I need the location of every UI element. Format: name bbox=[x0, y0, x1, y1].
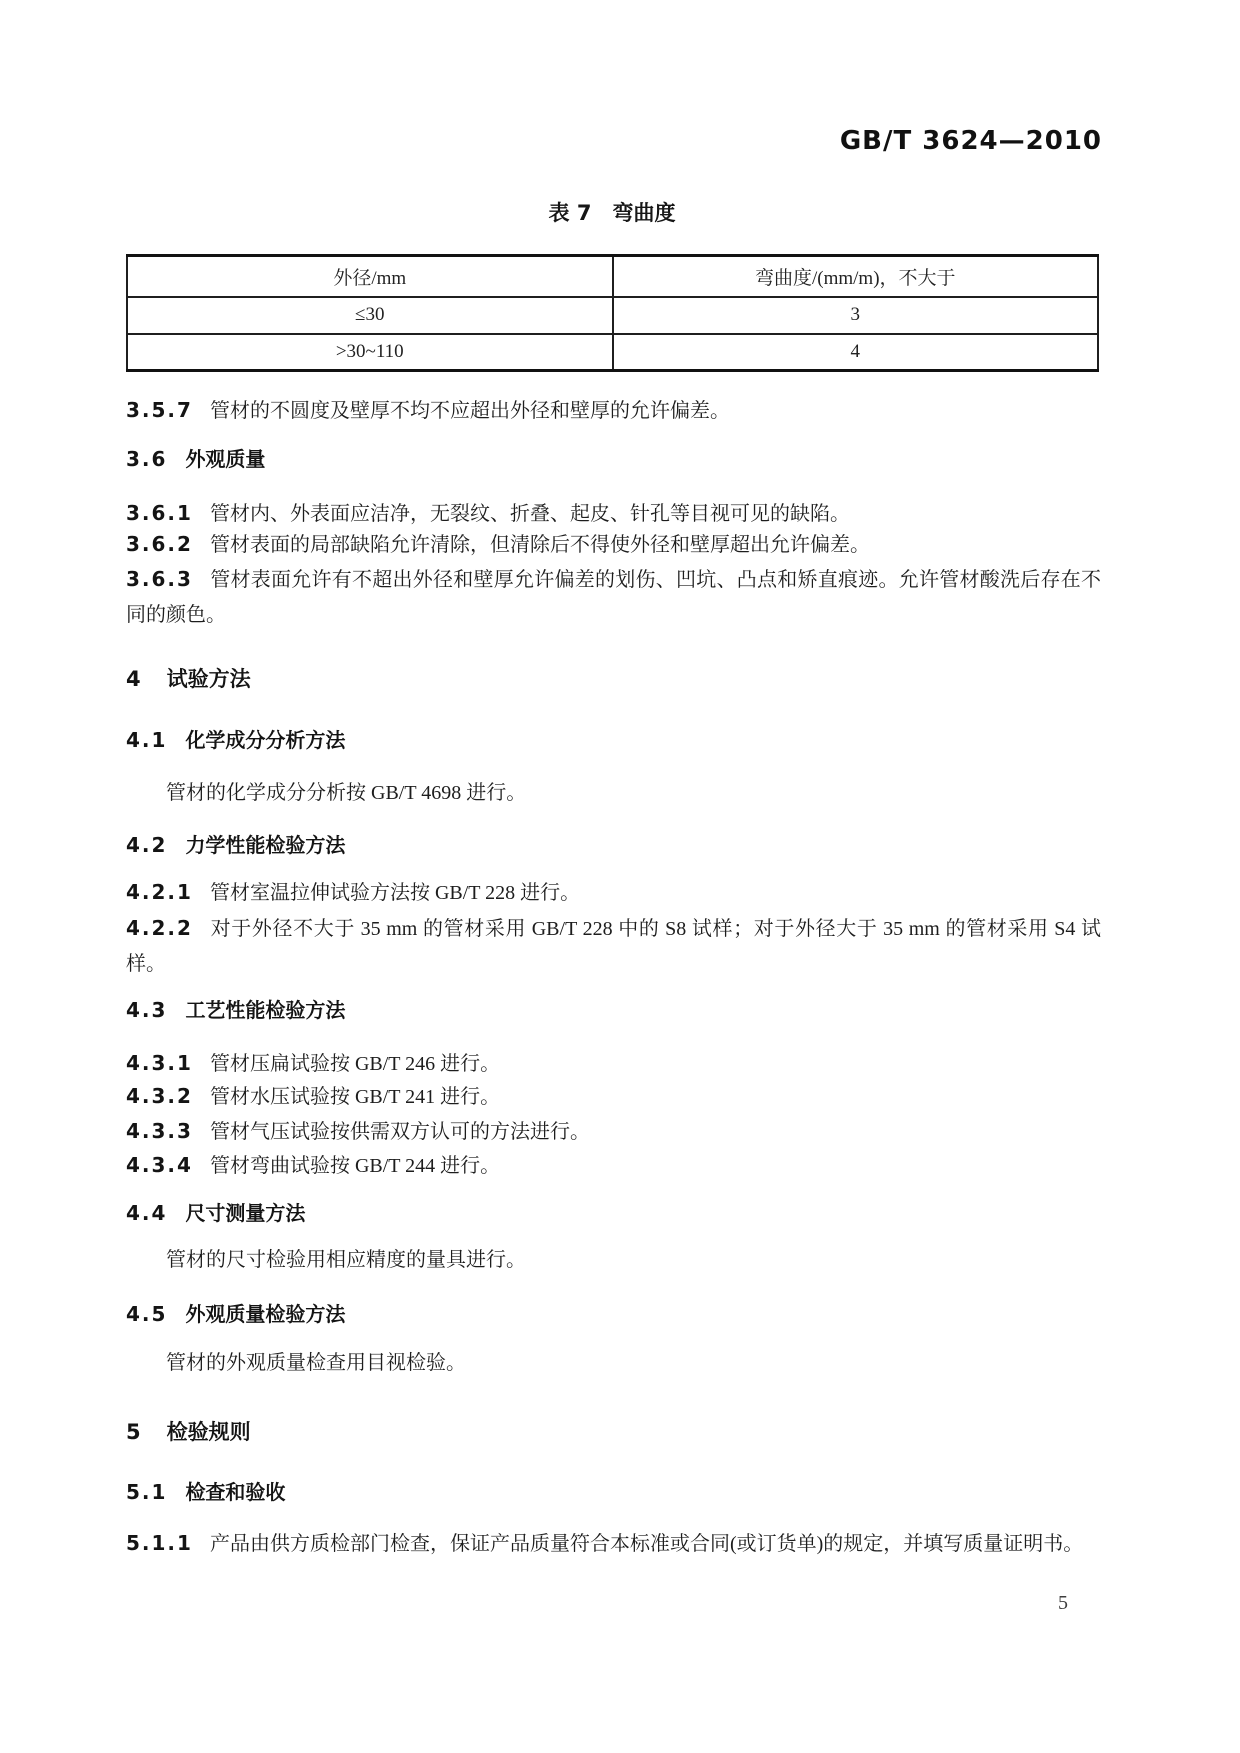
clause-number: 3.6.2 bbox=[126, 532, 193, 556]
clause-3-6-2 bbox=[126, 527, 1101, 563]
paragraph-dimension-measure bbox=[126, 1243, 1101, 1278]
clause-number: 4.2.1 bbox=[126, 880, 193, 904]
clause-text: 管材表面允许有不超出外径和壁厚允许偏差的划伤、凹坑、凸点和矫直痕迹。允许管材酸洗后存在不同的颜色。 bbox=[126, 569, 1101, 626]
clause-number: 4.3.2 bbox=[126, 1084, 193, 1108]
cell-diameter-range: >30~110 bbox=[127, 334, 613, 371]
clause-text: 管材气压试验按供需双方认可的方法进行。 bbox=[209, 1121, 590, 1143]
heading-text: 工艺性能检验方法 bbox=[185, 998, 346, 1022]
standard-number: GB/T 3624—2010 bbox=[839, 126, 1102, 156]
clause-text: 产品由供方质检部门检查，保证产品质量符合本标准或合同(或订货单)的规定，并填写质量证明书。 bbox=[209, 1533, 1084, 1555]
table-row bbox=[127, 334, 1098, 371]
heading-text: 化学成分分析方法 bbox=[185, 728, 346, 752]
heading-number: 4.2 bbox=[126, 833, 168, 857]
clause-4-3-3 bbox=[126, 1114, 1101, 1150]
chapter-number: 5 bbox=[126, 1420, 143, 1444]
clause-4-3-2 bbox=[126, 1079, 1101, 1115]
clause-number: 4.3.1 bbox=[126, 1051, 193, 1075]
table-title: 表 7 弯曲度 bbox=[548, 201, 676, 225]
table-row bbox=[127, 297, 1098, 334]
chapter-number: 4 bbox=[126, 667, 143, 691]
heading-text: 尺寸测量方法 bbox=[185, 1201, 306, 1225]
heading-number: 4.1 bbox=[126, 728, 168, 752]
clause-4-2-2 bbox=[126, 911, 1101, 982]
heading-4-4 bbox=[126, 1196, 1101, 1231]
heading-4-2 bbox=[126, 828, 1101, 863]
heading-4-5 bbox=[126, 1297, 1101, 1332]
heading-text: 检查和验收 bbox=[185, 1480, 286, 1504]
heading-5-1 bbox=[126, 1475, 1101, 1510]
chapter-4 bbox=[126, 662, 1101, 697]
chapter-text: 试验方法 bbox=[166, 667, 251, 691]
clause-number: 4.2.2 bbox=[126, 916, 193, 940]
clause-number: 3.6.1 bbox=[126, 501, 193, 525]
clause-4-2-1 bbox=[126, 875, 1101, 911]
heading-text: 力学性能检验方法 bbox=[185, 833, 346, 857]
clause-text: 管材内、外表面应洁净，无裂纹、折叠、起皮、针孔等目视可见的缺陷。 bbox=[209, 503, 850, 525]
page-number: 5 bbox=[1058, 1592, 1068, 1614]
clause-4-3-1 bbox=[126, 1046, 1101, 1082]
clause-text: 管材压扁试验按 GB/T 246 进行。 bbox=[209, 1053, 501, 1075]
clause-number: 4.3.3 bbox=[126, 1119, 193, 1143]
paragraph-text: 管材的外观质量检查用目视检验。 bbox=[166, 1352, 466, 1374]
clause-text: 管材弯曲试验按 GB/T 244 进行。 bbox=[209, 1155, 501, 1177]
clause-3-6-3 bbox=[126, 562, 1101, 633]
paragraph-chemical-analysis bbox=[126, 776, 1101, 811]
table-header-row bbox=[127, 256, 1098, 297]
clause-text: 对于外径不大于 35 mm 的管材采用 GB/T 228 中的 S8 试样；对于外径大于 35 mm 的管材采用 S4 试样。 bbox=[126, 918, 1101, 975]
cell-bend-value: 4 bbox=[613, 334, 1099, 371]
paragraph-text: 管材的尺寸检验用相应精度的量具进行。 bbox=[166, 1249, 526, 1271]
column-header-bend-degree: 弯曲度/(mm/m)，不大于 bbox=[613, 256, 1099, 297]
clause-text: 管材水压试验按 GB/T 241 进行。 bbox=[209, 1086, 501, 1108]
heading-number: 4.5 bbox=[126, 1302, 168, 1326]
heading-4-3 bbox=[126, 993, 1101, 1028]
heading-text: 外观质量 bbox=[185, 447, 266, 471]
chapter-text: 检验规则 bbox=[166, 1420, 251, 1444]
paragraph-visual-inspection bbox=[126, 1346, 1101, 1381]
heading-number: 3.6 bbox=[126, 447, 168, 471]
heading-4-1 bbox=[126, 723, 1101, 758]
column-header-outer-diameter: 外径/mm bbox=[127, 256, 613, 297]
clause-text: 管材的不圆度及壁厚不均不应超出外径和壁厚的允许偏差。 bbox=[209, 400, 730, 422]
clause-3-5-7 bbox=[126, 393, 1101, 429]
clause-5-1-1 bbox=[126, 1526, 1101, 1562]
heading-3-6 bbox=[126, 442, 1101, 477]
clause-number: 3.5.7 bbox=[126, 398, 193, 422]
clause-number: 4.3.4 bbox=[126, 1153, 193, 1177]
heading-number: 5.1 bbox=[126, 1480, 168, 1504]
clause-4-3-4 bbox=[126, 1148, 1101, 1184]
heading-number: 4.3 bbox=[126, 998, 168, 1022]
clause-text: 管材表面的局部缺陷允许清除，但清除后不得使外径和壁厚超出允许偏差。 bbox=[209, 534, 870, 556]
clause-number: 3.6.3 bbox=[126, 567, 193, 591]
cell-bend-value: 3 bbox=[613, 297, 1099, 334]
paragraph-text: 管材的化学成分分析按 GB/T 4698 进行。 bbox=[166, 782, 527, 804]
clause-number: 5.1.1 bbox=[126, 1531, 193, 1555]
heading-text: 外观质量检验方法 bbox=[185, 1302, 346, 1326]
bend-degree-table bbox=[126, 254, 1099, 372]
cell-diameter-range: ≤30 bbox=[127, 297, 613, 334]
chapter-5 bbox=[126, 1415, 1101, 1450]
heading-number: 4.4 bbox=[126, 1201, 168, 1225]
clause-text: 管材室温拉伸试验方法按 GB/T 228 进行。 bbox=[209, 882, 581, 904]
